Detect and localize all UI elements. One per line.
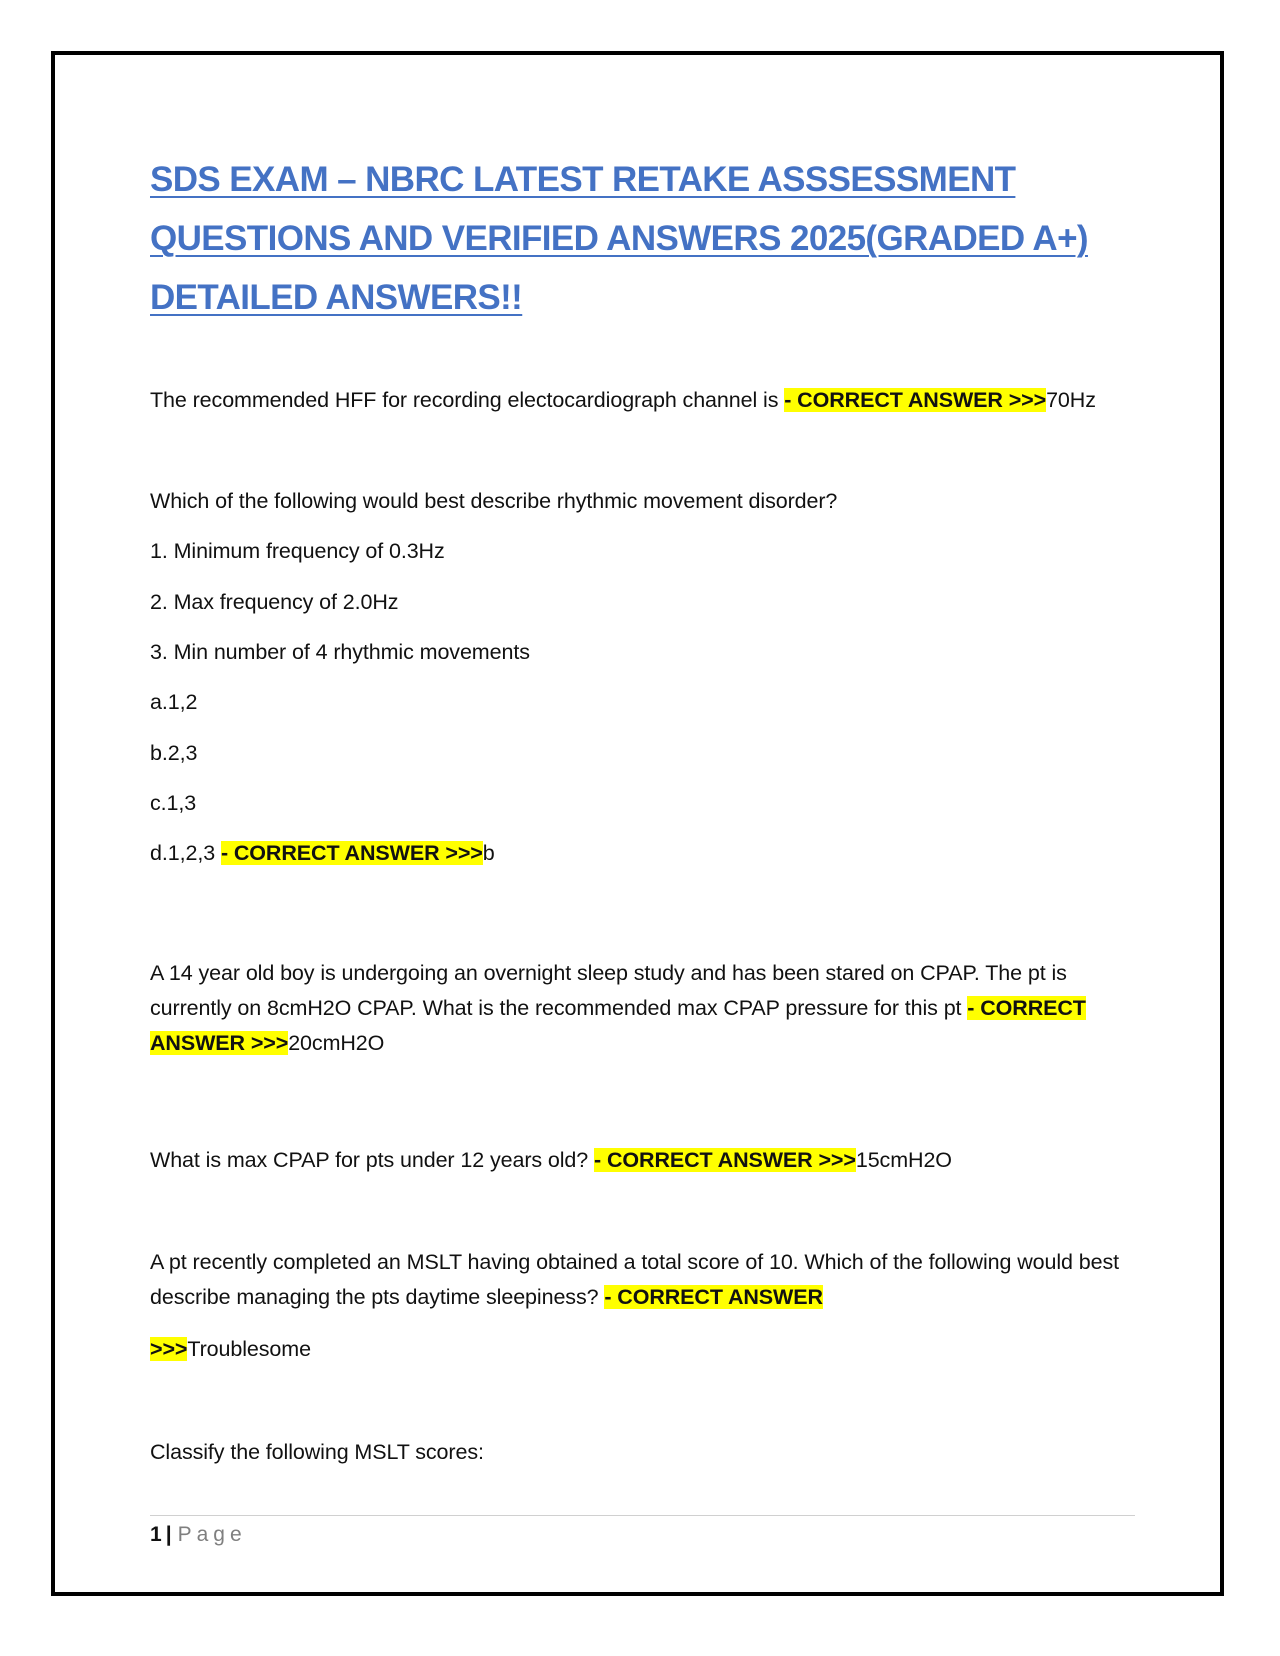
document-title: SDS EXAM – NBRC LATEST RETAKE ASSSESSMENT QUESTIONS AND VERIFIED ANSWERS 2025(GRADED A+) DETAILED ANSWERS!! [150, 160, 1088, 317]
option-item-answer [150, 836, 495, 870]
question-1 [150, 383, 1096, 417]
option-item: a.1,2 [150, 690, 198, 714]
question-4-answer: 15cmH2O [855, 1148, 952, 1172]
option-item: 3. Min number of 4 rhythmic movements [150, 640, 530, 664]
question-5 [150, 1245, 1140, 1315]
correct-answer-marker: - CORRECT ANSWER [604, 1285, 823, 1309]
question-4 [150, 1143, 952, 1177]
question-3-answer: 20cmH2O [288, 1031, 385, 1055]
option-item: b.2,3 [150, 741, 198, 765]
question-1-text: The recommended HFF for recording electocardiograph channel is [150, 388, 785, 412]
question-4-text: What is max CPAP for pts under 12 years old? [150, 1148, 595, 1172]
option-item: 1. Minimum frequency of 0.3Hz [150, 539, 445, 563]
correct-answer-marker: - CORRECT ANSWER >>> [220, 841, 483, 865]
correct-answer-marker-cont: >>> [150, 1337, 188, 1361]
correct-answer-marker: - CORRECT ANSWER >>> [150, 996, 1086, 1055]
footer-separator: | [165, 1523, 172, 1546]
question-3-text: A 14 year old boy is undergoing an overnight sleep study and has been stared on CPAP. The pt is currently on 8cmH2O CPAP. What is the recommended max CPAP pressure for this pt [150, 961, 1067, 1020]
question-5-answer-line [150, 1332, 311, 1366]
correct-answer-marker: - CORRECT ANSWER >>> [784, 388, 1047, 412]
correct-answer-marker: - CORRECT ANSWER >>> [594, 1148, 856, 1172]
option-item-last: d.1,2,3 [150, 841, 221, 865]
footer-divider [150, 1515, 1135, 1516]
question-6: Classify the following MSLT scores: [150, 1440, 484, 1464]
question-3 [150, 956, 1140, 1061]
question-2-answer: b [482, 841, 495, 865]
option-item: c.1,3 [150, 791, 197, 815]
option-item: 2. Max frequency of 2.0Hz [150, 590, 399, 614]
page-footer [150, 1520, 247, 1550]
question-5-answer: Troublesome [187, 1337, 311, 1361]
page-label: Page [177, 1523, 247, 1546]
question-2: Which of the following would best describe rhythmic movement disorder? [150, 489, 838, 513]
question-5-text: A pt recently completed an MSLT having obtained a total score of 10. Which of the following would best describe managing the pts daytime sleepiness? [150, 1250, 1120, 1309]
page-number: 1 [150, 1523, 162, 1546]
question-1-answer: 70Hz [1046, 388, 1096, 412]
